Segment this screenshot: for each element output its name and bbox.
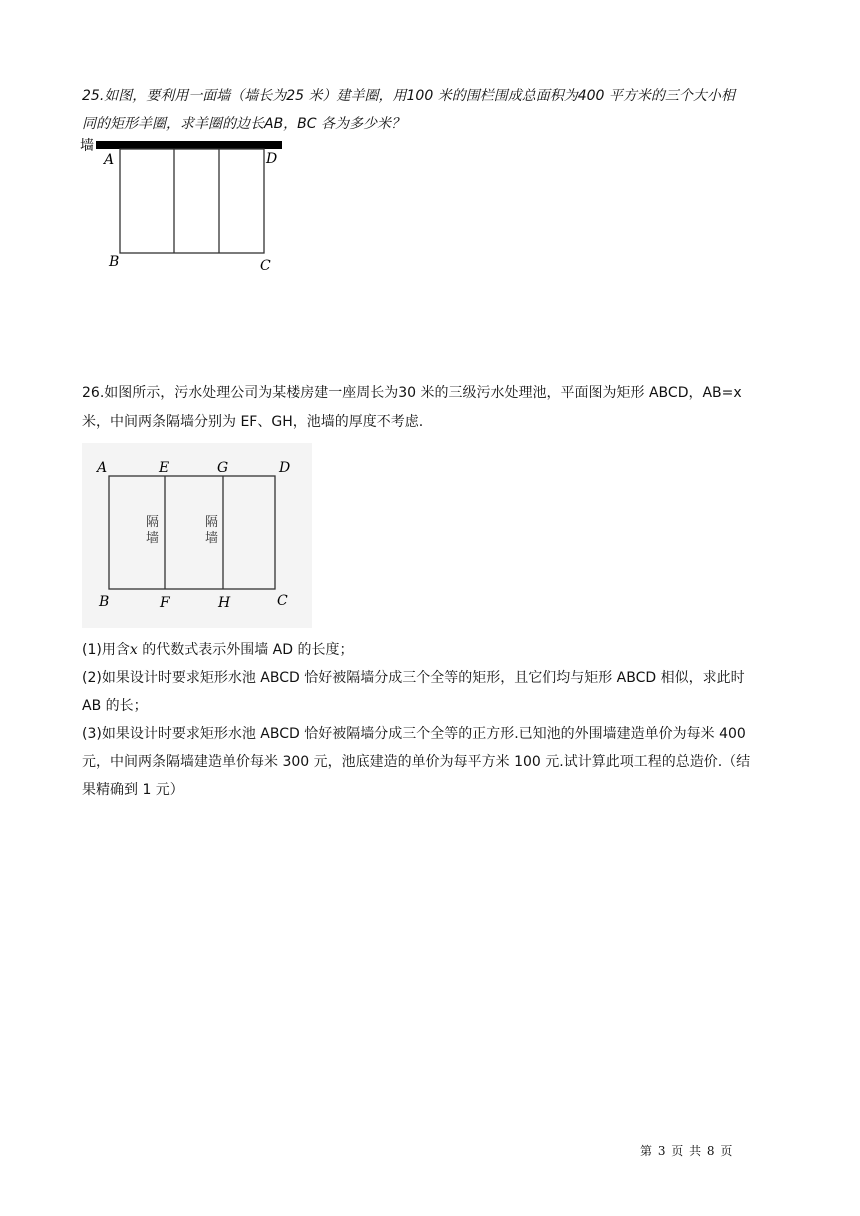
q26-figure [82,443,312,628]
q26-pool-outline [109,476,275,589]
q25-text-line2: 同的矩形羊圈，求羊圈的边长AB，BC 各为多少米？ [82,116,406,132]
q26-label-a: A [97,460,108,476]
q26-label-d: D [279,460,291,476]
q26-label-e: E [159,460,170,476]
q26-sub2-line2: AB 的长； [82,698,148,714]
q26-text-line2: 米，中间两条隔墙分别为 EF、GH，池墙的厚度不考虑. [82,414,424,430]
q26-sub1 [82,636,782,665]
q25-label-b: B [109,254,120,270]
q25-label-c: C [260,258,271,274]
q25-wall-label: 墙 [80,138,94,154]
q26-sub2-line1: (2)如果设计时要求矩形水池 ABCD 恰好被隔墙分成三个全等的矩形，且它们均与矩形 ABCD 相似，求此时 [82,670,745,686]
q26-label-g: G [217,460,229,476]
q25-label-a: A [104,152,115,168]
q26-label-c: C [277,593,288,609]
q26-label-f: F [160,595,170,611]
q26-sub3-line1: (3)如果设计时要求矩形水池 ABCD 恰好被隔墙分成三个全等的正方形.已知池的外围墙建造单价为每米 400 [82,726,746,742]
q26-label-h: H [218,595,231,611]
q26-label-b: B [99,594,110,610]
q26-text-line1: 26.如图所示，污水处理公司为某楼房建一座周长为30 米的三级污水处理池，平面图为矩形 ABCD，AB=x [82,385,742,401]
q25-wall [96,141,282,149]
q25-label-d: D [266,151,278,167]
q26-partition-label-2: 隔墙 [205,515,219,546]
q26-sub1-var: x [129,642,138,658]
q25-text-line1: 25.如图，要利用一面墙（墙长为25 米）建羊圈，用100 米的围栏围成总面积为400 平方米的三个大小相 [82,88,735,104]
q25-figure [78,134,288,274]
q26-sub1-pre: (1)用含 [82,642,130,658]
page-footer: 第 3 页 共 8 页 [640,1144,734,1158]
q26-sub1-post: 的代数式表示外围墙 AD 的长度； [137,642,354,658]
q26-sub3-line3: 果精确到 1 元） [82,782,184,798]
q26-sub3-line2: 元，中间两条隔墙建造单价每米 300 元，池底建造的单价为每平方米 100 元.试计算此项工程的总造价.（结 [82,754,751,770]
q25-pen-outline [120,149,264,253]
q26-partition-label-1: 隔墙 [146,515,160,546]
